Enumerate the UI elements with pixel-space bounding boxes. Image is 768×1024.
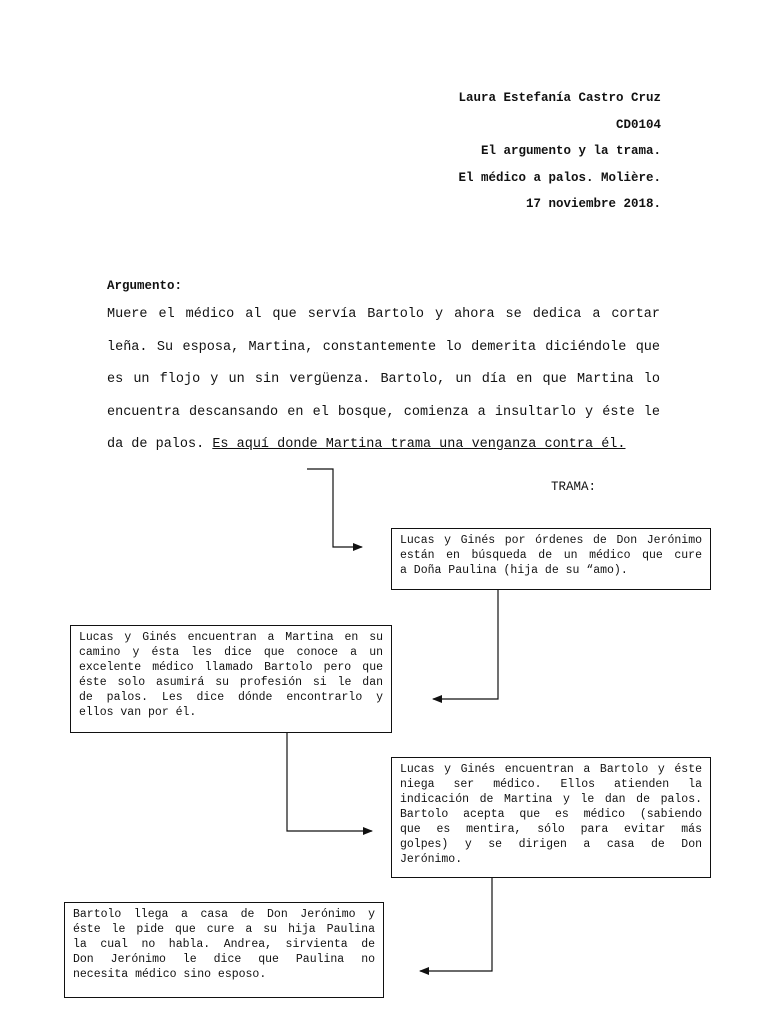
work-title: El médico a palos. Molière. bbox=[458, 170, 661, 185]
trama-box-1 bbox=[391, 528, 711, 590]
box-line: Lucas y Ginés encuentran a Martina en su bbox=[79, 631, 383, 644]
box-line: niega ser médico. Ellos atienden la bbox=[400, 778, 702, 791]
document-header bbox=[458, 90, 661, 223]
argument-line: da de palos. bbox=[107, 437, 205, 452]
box-line: la cual no habla. Andrea, sirvienta de bbox=[73, 938, 375, 951]
box-line: que es mentira, sólo para evitar más bbox=[400, 823, 702, 836]
box-line: Lucas y Ginés por órdenes de Don Jerónimo bbox=[400, 534, 702, 547]
box-line: ellos van por él. bbox=[79, 706, 197, 719]
argument-line: Muere el médico al que servía Bartolo y ahora se dedica a cortar bbox=[107, 307, 660, 322]
box-line: excelente médico llamado Bartolo pero que bbox=[79, 661, 383, 674]
box-line: indicación de Martina y le dan de palos. bbox=[400, 793, 702, 806]
box-line: camino y ésta les dice que conoce a un bbox=[79, 646, 383, 659]
box-line: golpes) y se dirigen a casa de Don bbox=[400, 838, 702, 851]
box-line: están en búsqueda de un médico que cure bbox=[400, 549, 702, 562]
arrow-to-box-3 bbox=[200, 732, 372, 831]
author-name: Laura Estefanía Castro Cruz bbox=[458, 91, 661, 105]
assignment-title: El argumento y la trama. bbox=[480, 144, 661, 158]
box-line: Bartolo acepta que es médico (sabiendo bbox=[400, 808, 702, 821]
argument-line: leña. Su esposa, Martina, constantemente lo demerita diciéndole que bbox=[107, 339, 660, 355]
arrow-to-box-1 bbox=[307, 469, 362, 547]
trama-box-2 bbox=[70, 625, 392, 733]
box-line: necesita médico sino esposo. bbox=[73, 968, 267, 981]
box-line: Jerónimo. bbox=[400, 853, 463, 866]
argument-paragraph bbox=[107, 305, 660, 468]
box-line: de palos. Les dice dónde encontrarlo y bbox=[79, 691, 383, 704]
argument-line-last bbox=[107, 435, 660, 468]
course-code: CD0104 bbox=[615, 117, 661, 132]
document-date: 17 noviembre 2018. bbox=[525, 197, 661, 211]
underlined-sentence: Es aquí donde Martina trama una venganza contra él. bbox=[212, 437, 626, 452]
box-line: Don Jerónimo le dice que Paulina no bbox=[73, 953, 375, 966]
trama-box-4 bbox=[64, 902, 384, 998]
box-line: éste solo asumirá su profesión si le dan bbox=[79, 676, 383, 689]
box-line: Bartolo llega a casa de Don Jerónimo y bbox=[73, 908, 375, 921]
box-line: éste le pide que cure a su hija Paulina bbox=[73, 923, 375, 936]
argument-heading: Argumento: bbox=[107, 279, 183, 293]
arrow-to-box-4 bbox=[420, 878, 492, 971]
arrow-to-box-2 bbox=[433, 590, 498, 699]
trama-box-3 bbox=[391, 757, 711, 878]
trama-heading: TRAMA: bbox=[551, 480, 597, 494]
argument-line: encuentra descansando en el bosque, comienza a insultarlo y éste le bbox=[107, 404, 660, 420]
box-line: Lucas y Ginés encuentran a Bartolo y éste bbox=[400, 763, 702, 776]
box-line: a Doña Paulina (hija de su “amo). bbox=[400, 564, 628, 577]
argument-line: es un flojo y un sin vergüenza. Bartolo, un día en que Martina lo bbox=[107, 372, 660, 387]
